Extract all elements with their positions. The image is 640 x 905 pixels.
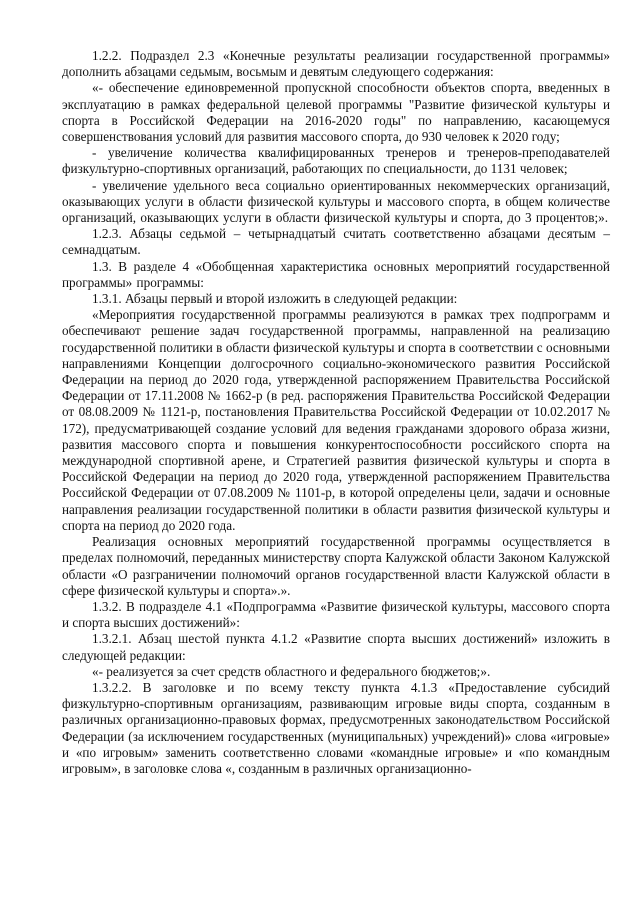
paragraph-1-3-2: 1.3.2. В подразделе 4.1 «Подпрограмма «Развитие физической культуры, массового спорта и спорта высших достижений»:: [62, 598, 610, 631]
paragraph-budget: «- реализуется за счет средств областного и федерального бюджетов;».: [92, 663, 491, 679]
paragraph-target-capacity: «- обеспечение единовременной пропускной способности объектов спорта, введенных в эксплуатацию в рамках федеральной целевой программы "Развитие физической культуры и спорта в Российской Федерации на 2016-2020 годы" по направлению, касающемуся совершенствования условий для развития массового спорта, до 930 человек к 2020 году;: [62, 80, 610, 145]
paragraph-1-3-1: 1.3.1. Абзацы первый и второй изложить в следующей редакции:: [92, 291, 458, 307]
paragraph-1-3-2-2: 1.3.2.2. В заголовке и по всему тексту пункта 4.1.3 «Предоставление субсидий физкультурно-спортивным организациям, развивающим игровые виды спорта, созданным в различных организационно-правовых формах, предусмотренных законодательством Российской Федерации (за исключением государственных (муниципальных) учреждений)» слова «игровые» и «по игровым» заменить соответственно словами «командные игровые» и «по командным игровым», в заголовке слова «, созданным в различных организационно-: [62, 679, 610, 776]
paragraph-program-measures: «Мероприятия государственной программы реализуются в рамках трех подпрограмм и обеспечивают решение задач государственной программы, направленной на реализацию государственной политики в области физической культуры и спорта в соответствии с основными направлениями Концепции долгосрочного социально-экономического развития Российской Федерации на период до 2020 года, утвержденной распоряжением Правительства Российской Федерации от 17.11.2008 № 1662-р (в ред. распоряжения Правительства Российской Федерации от 08.08.2009 № 1121-р, постановления Правительства Российской Федерации от 10.02.2017 № 172), предусматривающей создание условий для ведения гражданами здорового образа жизни, развития массового спорта и повышения конкурентоспособности российского спорта на международной спортивной арене, и Стратегией развития физической культуры и спорта в Российской Федерации на период до 2020 года, утвержденной распоряжением Правительства Российской Федерации от 07.08.2009 № 1101-р, в которой определены цели, задачи и основные направления реализации государственной политики в области развития физической культуры и спорта на период до 2020 года.: [62, 307, 610, 533]
paragraph-1-2-3: 1.2.3. Абзацы седьмой – четырнадцатый считать соответственно абзацами десятым – семнадцатым.: [62, 226, 610, 258]
document-body: [62, 48, 610, 777]
paragraph-target-coaches: - увеличение количества квалифицированных тренеров и тренеров-преподавателей физкультурно-спортивных организаций, работающих по специальности, до 1131 человек;: [62, 145, 610, 177]
paragraph-implementation: Реализация основных мероприятий государственной программы осуществляется в пределах полномочий, переданных министерству спорта Калужской области Законом Калужской области «О разграничении полномочий органов государственной власти Калужской области в сфере физической культуры и спорта».».: [62, 534, 610, 598]
paragraph-1-3-2-1: 1.3.2.1. Абзац шестой пункта 4.1.2 «Развитие спорта высших достижений» изложить в следующей редакции:: [62, 631, 610, 663]
paragraph-1-3: 1.3. В разделе 4 «Обобщенная характеристика основных мероприятий государственной программы» программы:: [62, 258, 610, 290]
paragraph-target-nko: - увеличение удельного веса социально ориентированных некоммерческих организаций, оказывающих услуги в области физической культуры и массового спорта, в общем количестве организаций, оказывающих услуги в области физической культуры и спорта, до 3 процентов;».: [62, 177, 610, 226]
paragraph-1-2-2: 1.2.2. Подраздел 2.3 «Конечные результаты реализации государственной программы» дополнить абзацами седьмым, восьмым и девятым следующего содержания:: [62, 48, 610, 80]
